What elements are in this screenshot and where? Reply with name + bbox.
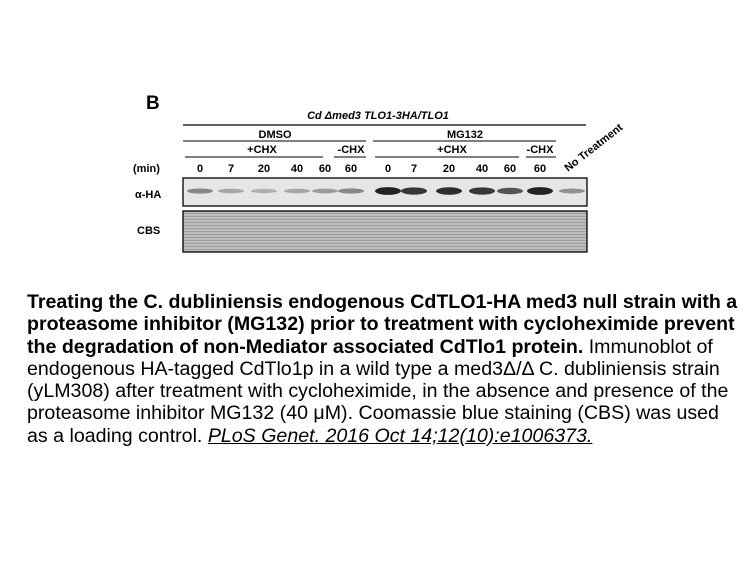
ha-band xyxy=(401,187,427,194)
lane-label: 60 xyxy=(344,163,358,175)
ha-band xyxy=(436,187,462,195)
lane-label: 7 xyxy=(227,163,235,175)
cbs-blot-panel xyxy=(183,211,587,252)
lane-label: 40 xyxy=(475,163,489,175)
caption-bold-title: Treating the C. dubliniensis endogenous CdTLO1-HA med3 null strain with a proteasome inhibitor (MG132) prior to treatment with cycloheximide prevent the degradation of non-Mediator associated CdTlo1 protein. xyxy=(27,291,738,358)
ha-band xyxy=(375,187,401,195)
mg132-plus-chx-label: +CHX xyxy=(437,144,467,156)
mg132-label: MG132 xyxy=(446,129,484,141)
time-label: (min) xyxy=(133,163,160,175)
ha-band xyxy=(251,189,277,193)
lane-label: 60 xyxy=(533,163,547,175)
citation-link[interactable]: PLoS Genet. 2016 Oct 14;12(10):e1006373. xyxy=(207,424,593,447)
ha-row-label: α-HA xyxy=(135,189,162,201)
dmso-minus-chx-label: -CHX xyxy=(337,144,365,156)
lane-labels xyxy=(197,163,546,175)
ha-band xyxy=(469,187,495,194)
lane-label: 40 xyxy=(290,163,304,175)
lane-label: 20 xyxy=(257,163,271,175)
ha-band xyxy=(187,188,213,193)
ha-band xyxy=(338,188,364,193)
ha-band xyxy=(559,189,585,194)
ha-band xyxy=(218,189,244,194)
strain-label: Cd Δmed3 TLO1-3HA/TLO1 xyxy=(307,110,449,122)
lane-label: 60 xyxy=(503,163,517,175)
ha-band xyxy=(312,189,338,194)
lane-label: 20 xyxy=(442,163,456,175)
panel-label: B xyxy=(146,93,160,114)
ha-band xyxy=(284,189,310,194)
cbs-row-label: CBS xyxy=(137,225,161,237)
ha-blot-panel xyxy=(183,178,587,206)
lane-label: 0 xyxy=(196,163,204,175)
ha-band xyxy=(527,187,553,195)
no-treatment-label: No Treatment xyxy=(562,121,626,175)
lane-label: 7 xyxy=(410,163,418,175)
figure-caption xyxy=(27,291,741,447)
mg132-minus-chx-label: -CHX xyxy=(526,144,554,156)
dmso-plus-chx-label: +CHX xyxy=(247,144,277,156)
lane-label: 0 xyxy=(384,163,392,175)
lane-label: 60 xyxy=(318,163,332,175)
dmso-label: DMSO xyxy=(258,129,292,141)
caption-body: Immunoblot of endogenous HA-tagged CdTlo1p in a wild type a med3Δ/Δ C. dubliniensis strain (yLM308) after treatment with cycloheximide, in the absence and presence of the proteasome inhibitor MG132 (40 μM). Coomassie blue staining (CBS) was used as a loading control. xyxy=(27,335,729,447)
ha-band xyxy=(497,188,523,195)
